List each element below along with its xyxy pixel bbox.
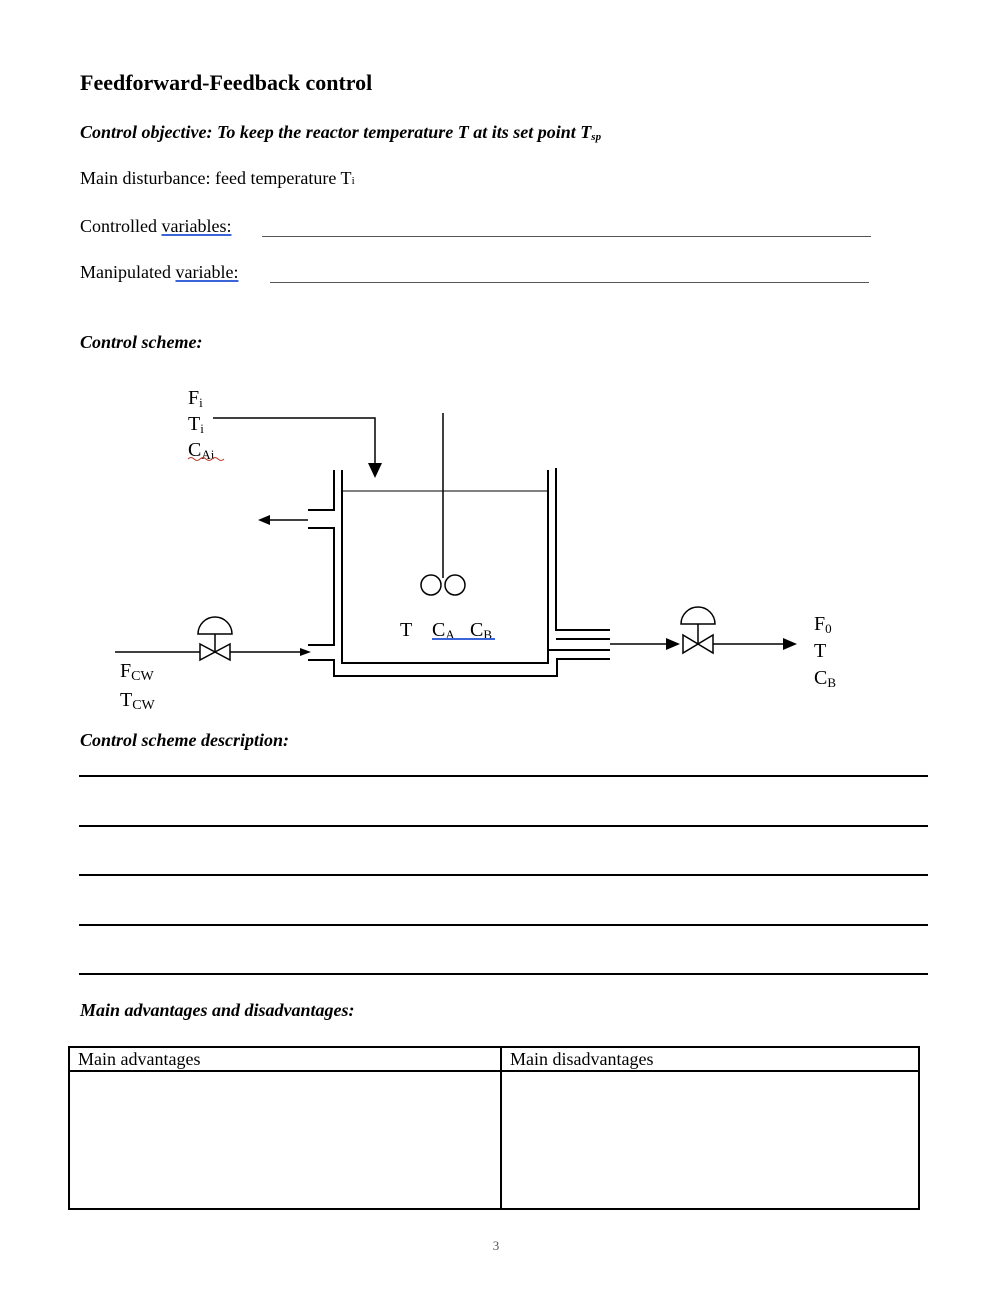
jacket-right-upper — [556, 468, 610, 630]
feed-label-concentration: CAi — [188, 439, 215, 462]
coolant-label-temperature: TCW — [120, 689, 155, 713]
control-scheme-heading: Control scheme: — [80, 332, 203, 352]
jacket-left-middle — [308, 528, 334, 645]
advantages-column-header: Main advantages — [69, 1047, 501, 1071]
description-heading: Control scheme description: — [80, 730, 290, 750]
outlet-label-concentration: CB — [814, 667, 837, 690]
feed-label-temperature: Ti — [188, 413, 204, 436]
disadvantages-column-header: Main disadvantages — [501, 1047, 919, 1071]
disadvantages-cell[interactable] — [501, 1071, 919, 1209]
agitator-blade-right — [445, 575, 465, 595]
main-disturbance: Main disturbance: feed temperature Ti — [80, 168, 355, 188]
coolant-valve-icon[interactable] — [198, 617, 232, 660]
advantages-heading: Main advantages and disadvantages: — [80, 1000, 355, 1020]
feed-label-flow: Fi — [188, 387, 203, 410]
control-objective: Control objective: To keep the reactor temperature T at its set point $T_{sp}$ — [80, 122, 602, 143]
agitator-blade-left — [421, 575, 441, 595]
description-line[interactable] — [79, 825, 928, 827]
tank-label-ca: CA — [432, 619, 455, 642]
page-title: Feedforward-Feedback control — [80, 70, 373, 95]
coolant-outlet-arrowhead — [258, 515, 270, 525]
description-line[interactable] — [79, 973, 928, 975]
outlet-label-flow: F0 — [814, 613, 832, 636]
product-arrowhead-2 — [783, 638, 797, 650]
manipulated-variable-label: Manipulated variable: — [80, 262, 239, 282]
page-number: 3 — [492, 1238, 500, 1253]
description-line[interactable] — [79, 924, 928, 926]
feed-line — [213, 418, 375, 468]
description-line[interactable] — [79, 874, 928, 876]
tank-label-temperature: T — [400, 619, 413, 641]
controlled-variables-label: Controlled variables: — [80, 216, 232, 236]
description-line[interactable] — [79, 775, 928, 777]
reactor-diagram — [0, 370, 992, 715]
advantages-cell[interactable] — [69, 1071, 501, 1209]
manipulated-variable-field[interactable] — [270, 282, 869, 283]
product-arrowhead-1 — [666, 638, 680, 650]
jacket-left-upper — [308, 470, 334, 510]
advantages-table — [68, 1046, 920, 1210]
coolant-label-flow: FCW — [120, 660, 154, 684]
outlet-label-temperature: T — [814, 640, 827, 662]
tank-label-cb: CB — [470, 619, 493, 642]
controlled-variables-field[interactable] — [262, 236, 871, 237]
coolant-inlet-arrowhead — [300, 648, 311, 656]
jacket-bottom — [308, 659, 610, 676]
product-valve-icon[interactable] — [681, 607, 715, 653]
feed-arrowhead — [368, 463, 382, 478]
